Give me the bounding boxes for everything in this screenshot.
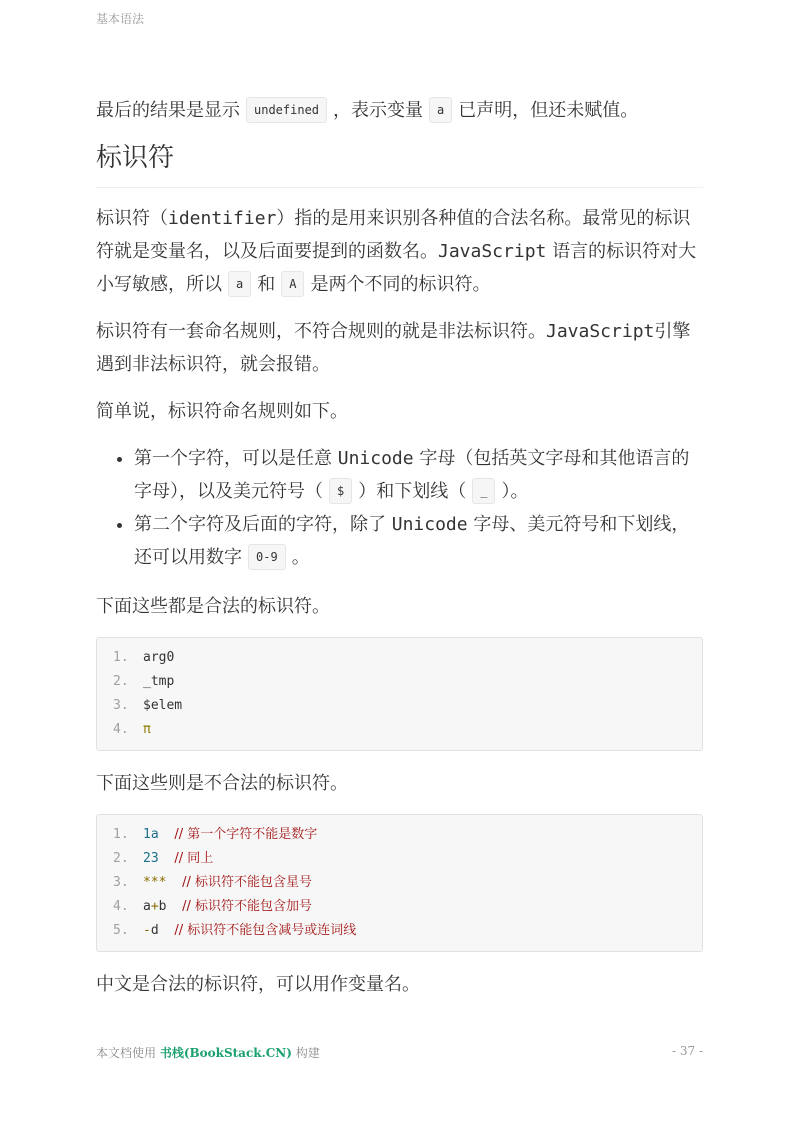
inline-code: _ (472, 478, 495, 504)
code-line: 3. $elem (113, 698, 183, 713)
paragraph-legal-intro: 下面这些都是合法的标识符。 (96, 596, 330, 617)
page-header: 基本语法 (96, 12, 145, 26)
page-number: - 37 - (671, 1044, 703, 1058)
inline-code: a (429, 97, 452, 123)
inline-code: a (228, 271, 251, 297)
paragraph-rules-intro: 简单说，标识符命名规则如下。 (96, 401, 348, 422)
paragraph-closing: 中文是合法的标识符，可以用作变量名。 (96, 974, 420, 995)
paragraph-illegal-intro: 下面这些则是不合法的标识符。 (96, 773, 348, 794)
code-line: 1. 1a // 第一个字符不能是数字 (113, 827, 318, 842)
intro-paragraph: 最后的结果是显示 undefined ，表示变量 a 已声明，但还未赋值。 (96, 94, 703, 127)
section-heading: 标识符 (96, 139, 703, 188)
list-item: • 第一个字符，可以是任意 Unicode 字母（包括英文字母和其他语言的字母），以及美元符号（ $ ）和下划线（ _ ）。 (134, 442, 703, 508)
paragraph-identifier-definition: 标识符（identifier）指的是用来识别各种值的合法名称。最常见的标识符就是变量名，以及后面要提到的函数名。JavaScript 语言的标识符对大小写敏感，所以 a 和 A 是两个不同的标识符。 (96, 208, 697, 295)
code-line: 2. _tmp (113, 674, 175, 689)
code-line: 2. 23 // 同上 (113, 851, 214, 866)
legal-code-block (96, 637, 703, 751)
page-content (96, 94, 703, 1015)
inline-code: undefined (246, 97, 327, 123)
rules-list (96, 442, 703, 574)
code-line: 5. -d // 标识符不能包含减号或连词线 (113, 923, 357, 938)
code-line: 1. arg0 (113, 650, 175, 665)
code-line: 3. *** // 标识符不能包含星号 (113, 875, 313, 890)
list-item: • 第二个字符及后面的字符，除了 Unicode 字母、美元符号和下划线，还可以用数字 0-9 。 (134, 508, 703, 574)
inline-code: 0-9 (248, 544, 286, 570)
bookstack-link[interactable]: 书栈(BookStack.CN) (159, 1046, 292, 1060)
code-line: 4. a+b // 标识符不能包含加号 (113, 899, 313, 914)
paragraph-naming-rules: 标识符有一套命名规则，不符合规则的就是非法标识符。JavaScript引擎遇到非法标识符，就会报错。 (96, 321, 691, 375)
code-line: 4. π (113, 722, 151, 737)
inline-code: $ (329, 478, 352, 504)
inline-code: A (281, 271, 304, 297)
page-footer: 本文档使用 书栈(BookStack.CN) 构建 - 37 - (96, 1044, 703, 1060)
illegal-code-block (96, 814, 703, 952)
